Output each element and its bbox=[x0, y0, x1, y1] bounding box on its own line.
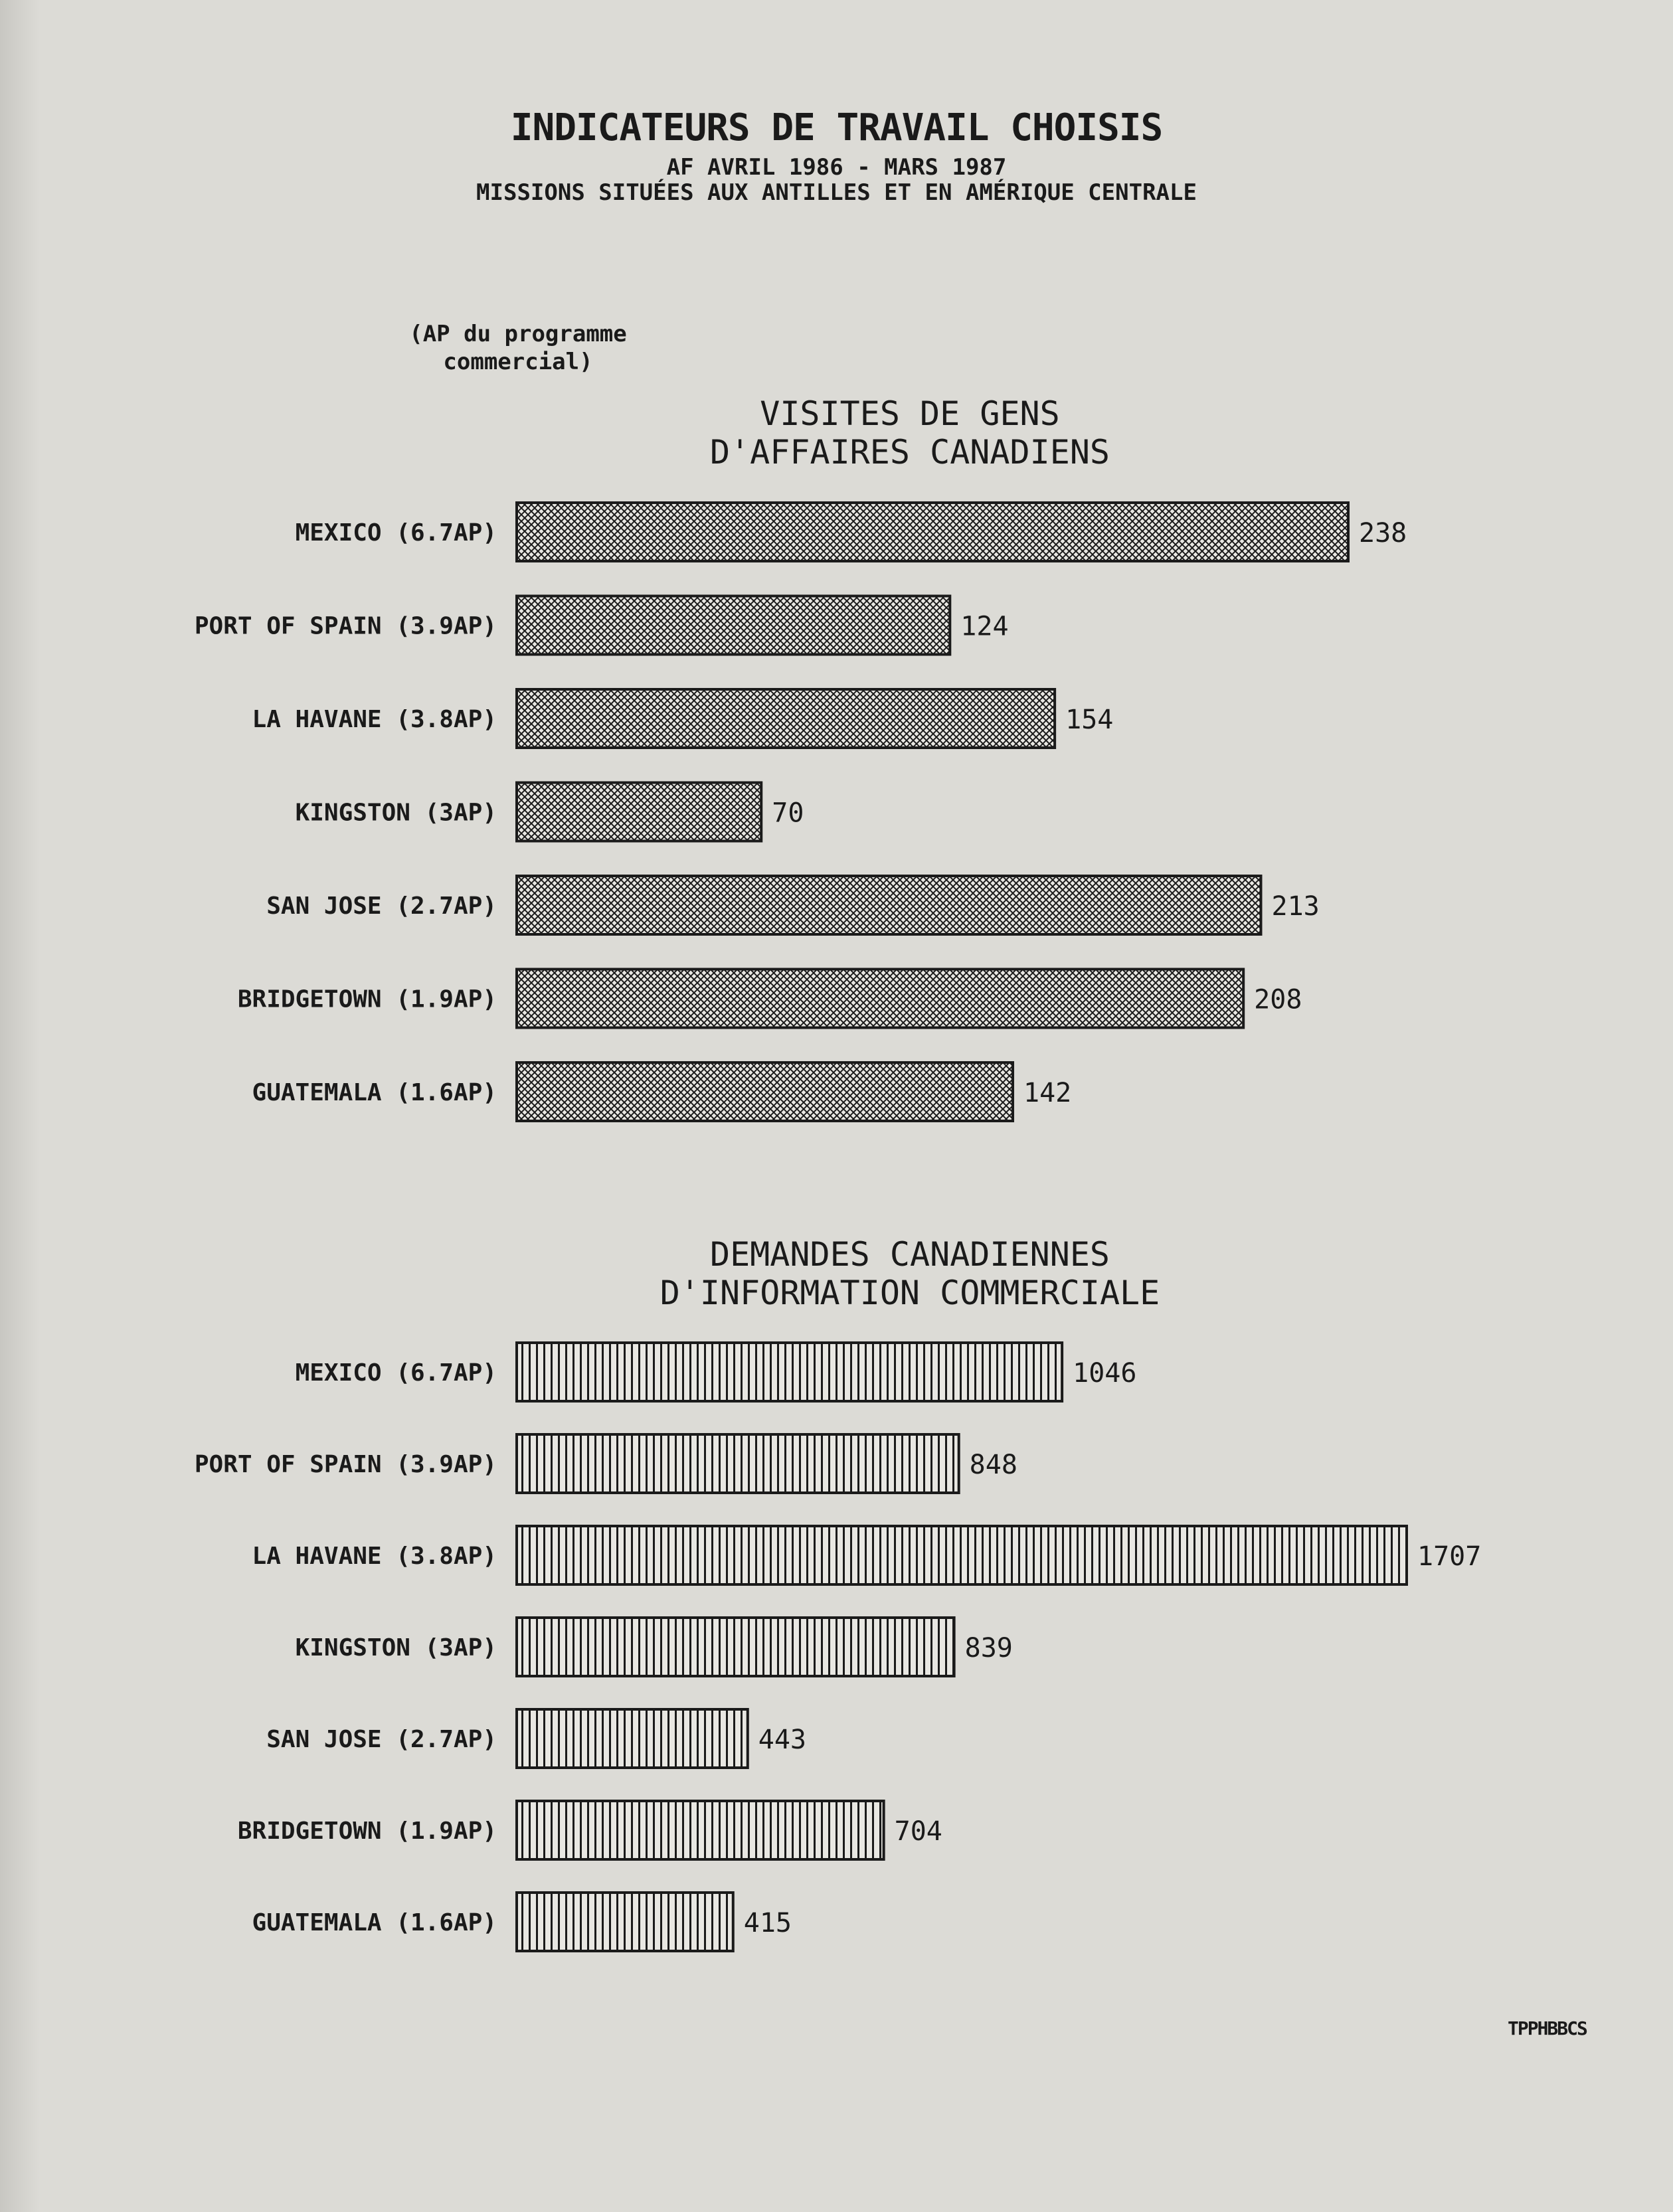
bar bbox=[517, 503, 1348, 561]
bar bbox=[517, 1063, 1013, 1121]
bar bbox=[517, 689, 1055, 748]
bar bbox=[517, 1618, 954, 1676]
category-label: BRIDGETOWN (1.9AP) bbox=[237, 1818, 497, 1845]
chart-trade-info-requests bbox=[195, 1235, 1481, 1951]
value-label: 154 bbox=[1065, 705, 1114, 735]
category-label: GUATEMALA (1.6AP) bbox=[252, 1909, 497, 1936]
category-label: KINGSTON (3AP) bbox=[295, 1634, 497, 1661]
category-label: LA HAVANE (3.8AP) bbox=[252, 1543, 497, 1570]
chart-title-line1: DEMANDES CANADIENNES bbox=[709, 1235, 1110, 1274]
chart-title-line2: D'AFFAIRES CANADIENS bbox=[709, 433, 1110, 471]
category-label: MEXICO (6.7AP) bbox=[295, 1359, 497, 1387]
value-label: 124 bbox=[960, 611, 1009, 642]
category-label: SAN JOSE (2.7AP) bbox=[266, 1726, 497, 1753]
value-label: 70 bbox=[772, 798, 804, 829]
category-label: LA HAVANE (3.8AP) bbox=[252, 706, 497, 733]
category-label: KINGSTON (3AP) bbox=[295, 799, 497, 827]
footer-code: TPPHBBCS bbox=[1508, 2017, 1587, 2039]
value-label: 208 bbox=[1254, 984, 1302, 1015]
page-subtitle-period: AF AVRIL 1986 - MARS 1987 bbox=[666, 154, 1007, 181]
ap-note-line1: (AP du programme bbox=[409, 321, 627, 347]
value-label: 213 bbox=[1271, 891, 1320, 922]
value-label: 443 bbox=[758, 1725, 807, 1755]
bar bbox=[517, 1801, 884, 1859]
value-label: 1046 bbox=[1073, 1358, 1137, 1389]
category-label: MEXICO (6.7AP) bbox=[295, 519, 497, 547]
value-label: 704 bbox=[894, 1816, 942, 1847]
category-label: PORT OF SPAIN (3.9AP) bbox=[194, 612, 497, 640]
category-label: PORT OF SPAIN (3.9AP) bbox=[194, 1451, 497, 1478]
bar bbox=[517, 783, 761, 841]
bar bbox=[517, 970, 1243, 1028]
value-label: 848 bbox=[969, 1450, 1017, 1480]
category-label: GUATEMALA (1.6AP) bbox=[252, 1079, 497, 1106]
bar bbox=[517, 1434, 959, 1493]
value-label: 1707 bbox=[1417, 1541, 1482, 1572]
value-label: 142 bbox=[1023, 1078, 1072, 1108]
chart-title-line2: D'INFORMATION COMMERCIALE bbox=[660, 1274, 1160, 1312]
value-label: 238 bbox=[1359, 518, 1407, 549]
value-label: 415 bbox=[743, 1908, 792, 1938]
bar bbox=[517, 596, 950, 655]
bar bbox=[517, 1709, 748, 1768]
category-label: BRIDGETOWN (1.9AP) bbox=[237, 985, 497, 1013]
chart-business-visits bbox=[195, 394, 1407, 1121]
bar bbox=[517, 1893, 733, 1951]
page-title: INDICATEURS DE TRAVAIL CHOISIS bbox=[510, 106, 1163, 149]
ap-note-line2: commercial) bbox=[443, 349, 593, 375]
bar bbox=[517, 1526, 1407, 1584]
bar bbox=[517, 876, 1261, 934]
page-subtitle-missions: MISSIONS SITUÉES AUX ANTILLES ET EN AMÉRIQUE CENTRALE bbox=[476, 179, 1197, 206]
chart-title-line1: VISITES DE GENS bbox=[760, 394, 1060, 433]
category-label: SAN JOSE (2.7AP) bbox=[266, 893, 497, 920]
bar bbox=[517, 1343, 1062, 1401]
value-label: 839 bbox=[964, 1633, 1013, 1663]
